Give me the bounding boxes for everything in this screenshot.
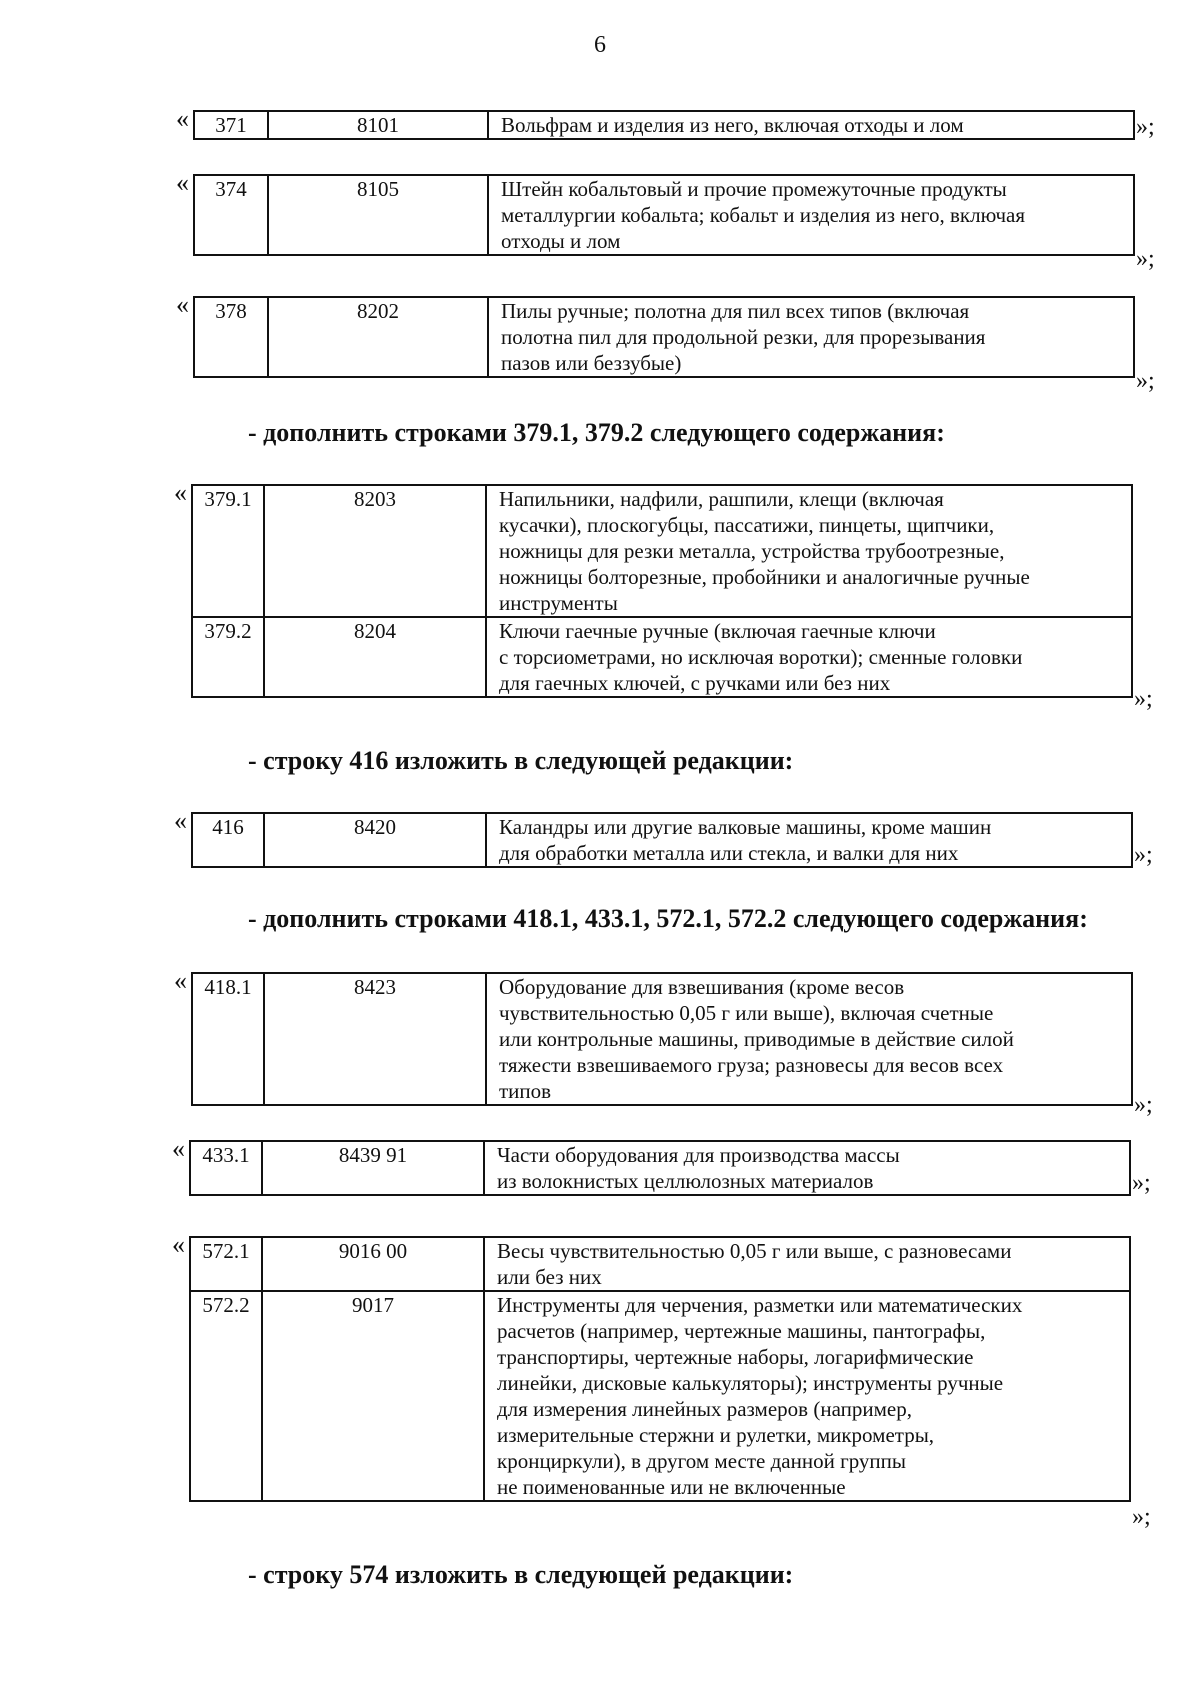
- table-block-416: [191, 812, 1133, 868]
- instruction-text: - дополнить строками 379.1, 379.2 следующего содержания:: [248, 418, 945, 447]
- row-number: 379.1: [192, 485, 264, 617]
- quote-open: «: [174, 478, 187, 507]
- quote-close: »;: [1136, 114, 1155, 140]
- quote-open: «: [176, 290, 189, 319]
- row-number: 378: [194, 297, 268, 377]
- tnved-code: 9016 00: [262, 1237, 484, 1291]
- tnved-code: 8202: [268, 297, 488, 377]
- quote-open: «: [176, 104, 189, 133]
- product-description: Части оборудования для производства массы из волокнистых целлюлозных материалов: [484, 1141, 1130, 1195]
- quote-close: »;: [1134, 1092, 1153, 1118]
- tnved-code: 8420: [264, 813, 486, 867]
- product-description: Ключи гаечные ручные (включая гаечные ключи с торсиометрами, но исключая воротки); сменные головки для гаечных ключей, с ручками или без них: [486, 617, 1132, 697]
- quote-open: «: [176, 168, 189, 197]
- quote-close: »;: [1136, 368, 1155, 394]
- quote-open: «: [174, 806, 187, 835]
- tnved-code: 8101: [268, 111, 488, 139]
- tnved-code: 9017: [262, 1291, 484, 1501]
- product-description: Оборудование для взвешивания (кроме весов чувствительностью 0,05 г или выше), включая счетные или контрольные машины, приводимые в действие силой тяжести взвешиваемого груза; разновесы для весов всех типов: [486, 973, 1132, 1105]
- table-row: [194, 297, 1134, 377]
- row-number: 379.2: [192, 617, 264, 697]
- quote-close: »;: [1132, 1504, 1151, 1530]
- table-row: [194, 175, 1134, 255]
- instruction-text: - строку 416 изложить в следующей редакции:: [248, 746, 794, 775]
- table-block-371: [193, 110, 1135, 140]
- quote-close: »;: [1136, 246, 1155, 272]
- table-row: [192, 485, 1132, 617]
- quote-close: »;: [1132, 1170, 1151, 1196]
- product-description: Весы чувствительностью 0,05 г или выше, с разновесами или без них: [484, 1237, 1130, 1291]
- product-description: Пилы ручные; полотна для пил всех типов (включая полотна пил для продольной резки, для прорезывания пазов или беззубые): [488, 297, 1134, 377]
- row-number: 433.1: [190, 1141, 262, 1195]
- instruction-text: - строку 574 изложить в следующей редакции:: [248, 1560, 794, 1589]
- row-number: 572.2: [190, 1291, 262, 1501]
- row-number: 371: [194, 111, 268, 139]
- table-block-374: [193, 174, 1135, 256]
- table-block-433: [189, 1140, 1131, 1196]
- product-description: Каландры или другие валковые машины, кроме машин для обработки металла или стекла, и валки для них: [486, 813, 1132, 867]
- page-number: 6: [594, 32, 606, 58]
- table-block-379: [191, 484, 1133, 698]
- quote-close: »;: [1134, 686, 1153, 712]
- table-block-418: [191, 972, 1133, 1106]
- row-number: 572.1: [190, 1237, 262, 1291]
- table-row: [192, 973, 1132, 1105]
- quote-open: «: [172, 1134, 185, 1163]
- quote-open: «: [172, 1230, 185, 1259]
- tnved-code: 8203: [264, 485, 486, 617]
- table-row: [192, 617, 1132, 697]
- product-description: Вольфрам и изделия из него, включая отходы и лом: [488, 111, 1134, 139]
- tnved-code: 8423: [264, 973, 486, 1105]
- table-row: [192, 813, 1132, 867]
- row-number: 416: [192, 813, 264, 867]
- tnved-code: 8204: [264, 617, 486, 697]
- product-description: Инструменты для черчения, разметки или математических расчетов (например, чертежные машины, пантографы, транспортиры, чертежные наборы, логарифмические линейки, дисковые калькуляторы); инструменты ручные для измерения линейных размеров (например, измерительные стержни и рулетки, микрометры, кронциркули), в другом месте данной группы не поименованные или не включенные: [484, 1291, 1130, 1501]
- tnved-code: 8439 91: [262, 1141, 484, 1195]
- product-description: Напильники, надфили, рашпили, клещи (включая кусачки), плоскогубцы, пассатижи, пинцеты, щипчики, ножницы для резки металла, устройства трубоотрезные, ножницы болторезные, пробойники и аналогичные ручные инструменты: [486, 485, 1132, 617]
- row-number: 374: [194, 175, 268, 255]
- row-number: 418.1: [192, 973, 264, 1105]
- table-row: [190, 1237, 1130, 1291]
- table-row: [190, 1291, 1130, 1501]
- instruction-text: - дополнить строками 418.1, 433.1, 572.1, 572.2 следующего содержания:: [248, 904, 1088, 933]
- table-block-572: [189, 1236, 1131, 1502]
- quote-open: «: [174, 966, 187, 995]
- table-row: [194, 111, 1134, 139]
- table-row: [190, 1141, 1130, 1195]
- table-block-378: [193, 296, 1135, 378]
- product-description: Штейн кобальтовый и прочие промежуточные продукты металлургии кобальта; кобальт и изделия из него, включая отходы и лом: [488, 175, 1134, 255]
- quote-close: »;: [1134, 842, 1153, 868]
- tnved-code: 8105: [268, 175, 488, 255]
